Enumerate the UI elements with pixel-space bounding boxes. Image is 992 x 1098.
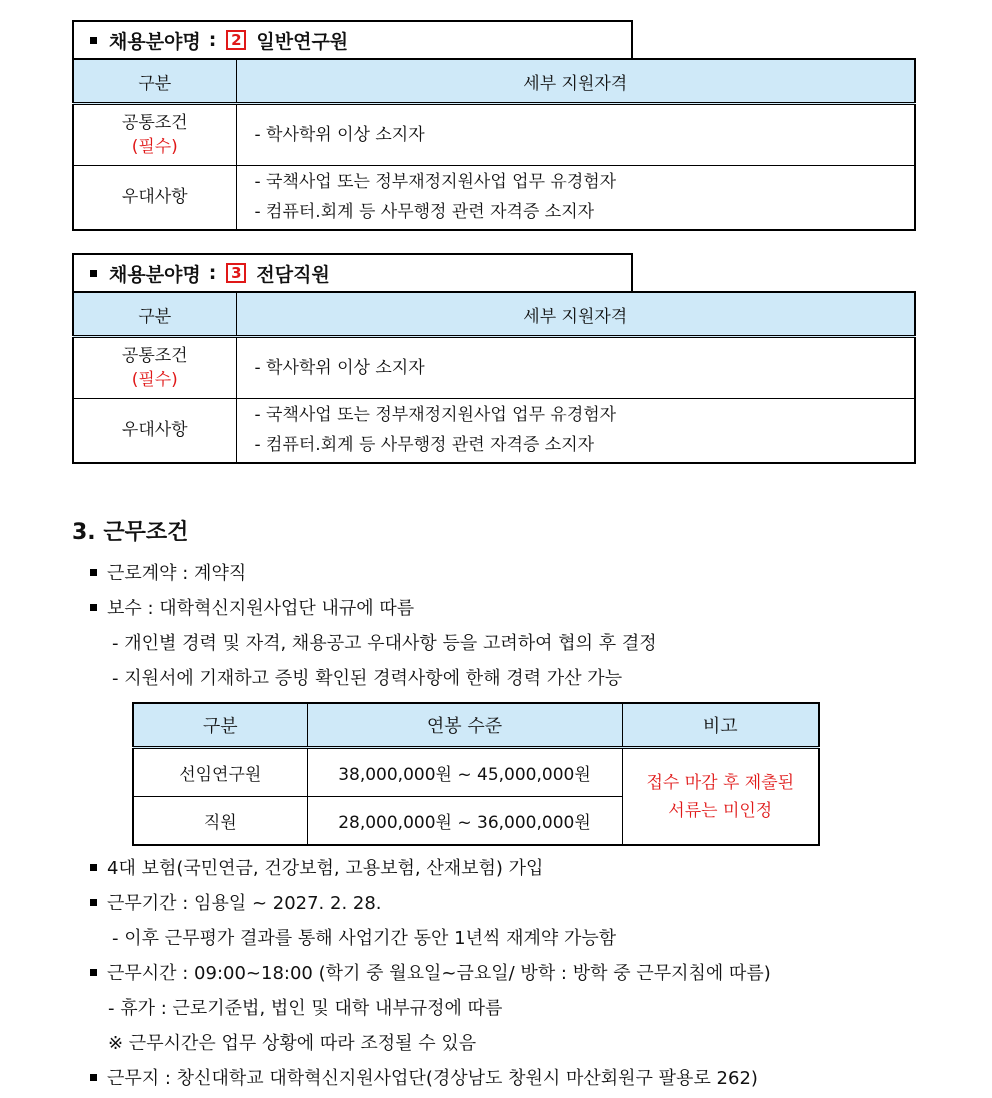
bullet-square-icon [90,569,97,576]
salary-note-line: 접수 마감 후 제출된 [646,772,795,793]
field-number-badge: 2 [226,30,246,50]
colon: : [208,262,217,284]
bullet-square-icon [90,604,97,611]
sub-item: - 개인별 경력 및 자격, 채용공고 우대사항 등을 고려하여 협의 후 결정 [112,633,657,654]
insurance-text: 4대 보험(국민연금, 건강보험, 고용보험, 산재보험) 가입 [107,858,544,879]
col-header-details: 세부 지원자격 [236,59,915,104]
salary-role: 선임연구원 [133,748,307,797]
work-period-text: 근무기간 : 임용일 ~ 2027. 2. 28. [107,893,382,914]
recruit-field-label: 채용분야명 [109,263,201,286]
common-condition-cell [73,104,236,166]
col-header-details: 세부 지원자격 [236,292,915,337]
salary-range: 38,000,000원 ~ 45,000,000원 [307,748,622,797]
salary-col-note: 비고 [622,703,819,748]
list-item [90,559,246,585]
sub-item: - 이후 근무평가 결과를 통해 사업기간 동안 1년씩 재계약 가능함 [112,928,617,949]
preference-label: 우대사항 [73,166,236,230]
preference-label: 우대사항 [73,399,236,463]
salary-text: 보수 : 대학혁신지원사업단 내규에 따름 [107,598,415,619]
recruit-field-name: 전담직원 [256,263,330,286]
common-condition-item: - 학사학위 이상 소지자 [254,125,425,145]
salary-col-range: 연봉 수준 [307,703,622,748]
salary-table [132,702,820,846]
field-number-badge: 3 [226,263,246,283]
colon: : [208,29,217,51]
common-condition-label: 공통조건 [121,346,188,366]
bullet-square-icon [90,37,97,44]
preference-item: - 국책사업 또는 정부재정지원사업 업무 유경험자 [254,172,617,193]
col-header-category: 구분 [73,59,236,104]
list-item [90,854,543,880]
salary-range: 28,000,000원 ~ 36,000,000원 [307,797,622,846]
salary-role: 직원 [133,797,307,846]
salary-note-line: 서류는 미인정 [668,800,773,821]
preference-item: - 컴퓨터.회계 등 사무행정 관련 자격증 소지자 [254,435,595,456]
work-hours-text: 근무시간 : 09:00~18:00 (학기 중 월요일~금요일/ 방학 : 방학 중 근무지침에 따름) [107,963,771,984]
recruit-field-name: 일반연구원 [256,30,349,53]
required-label: (필수) [131,370,178,390]
required-label: (필수) [131,137,178,157]
bullet-square-icon [90,1074,97,1081]
qualification-table-2 [72,58,916,231]
common-condition-item: - 학사학위 이상 소지자 [254,358,425,378]
bullet-square-icon [90,899,97,906]
recruit-field-title-2 [72,20,633,58]
table-row [133,748,819,797]
common-condition-label: 공통조건 [121,113,188,133]
qualification-table-3 [72,291,916,464]
salary-note [622,748,819,846]
common-condition-cell [73,337,236,399]
section-heading: 3. 근무조건 [72,520,189,545]
list-item [90,959,771,985]
preference-item: - 컴퓨터.회계 등 사무행정 관련 자격증 소지자 [254,202,595,223]
bullet-square-icon [90,864,97,871]
salary-col-category: 구분 [133,703,307,748]
list-item [90,1064,758,1090]
list-item [90,889,382,915]
sub-item: - 지원서에 기재하고 증빙 확인된 경력사항에 한해 경력 가산 가능 [112,668,623,689]
list-item [90,594,414,620]
recruit-field-label: 채용분야명 [109,30,201,53]
sub-item: - 휴가 : 근로기준법, 법인 및 대학 내부규정에 따름 [108,998,503,1019]
preference-item: - 국책사업 또는 정부재정지원사업 업무 유경험자 [254,405,617,426]
note-item: ※ 근무시간은 업무 상황에 따라 조정될 수 있음 [108,1033,477,1054]
bullet-square-icon [90,969,97,976]
workplace-text: 근무지 : 창신대학교 대학혁신지원사업단(경상남도 창원시 마산회원구 팔용로 262) [107,1068,758,1089]
recruit-field-title-3 [72,253,633,291]
bullet-square-icon [90,270,97,277]
col-header-category: 구분 [73,292,236,337]
contract-type-text: 근로계약 : 계약직 [107,563,247,584]
